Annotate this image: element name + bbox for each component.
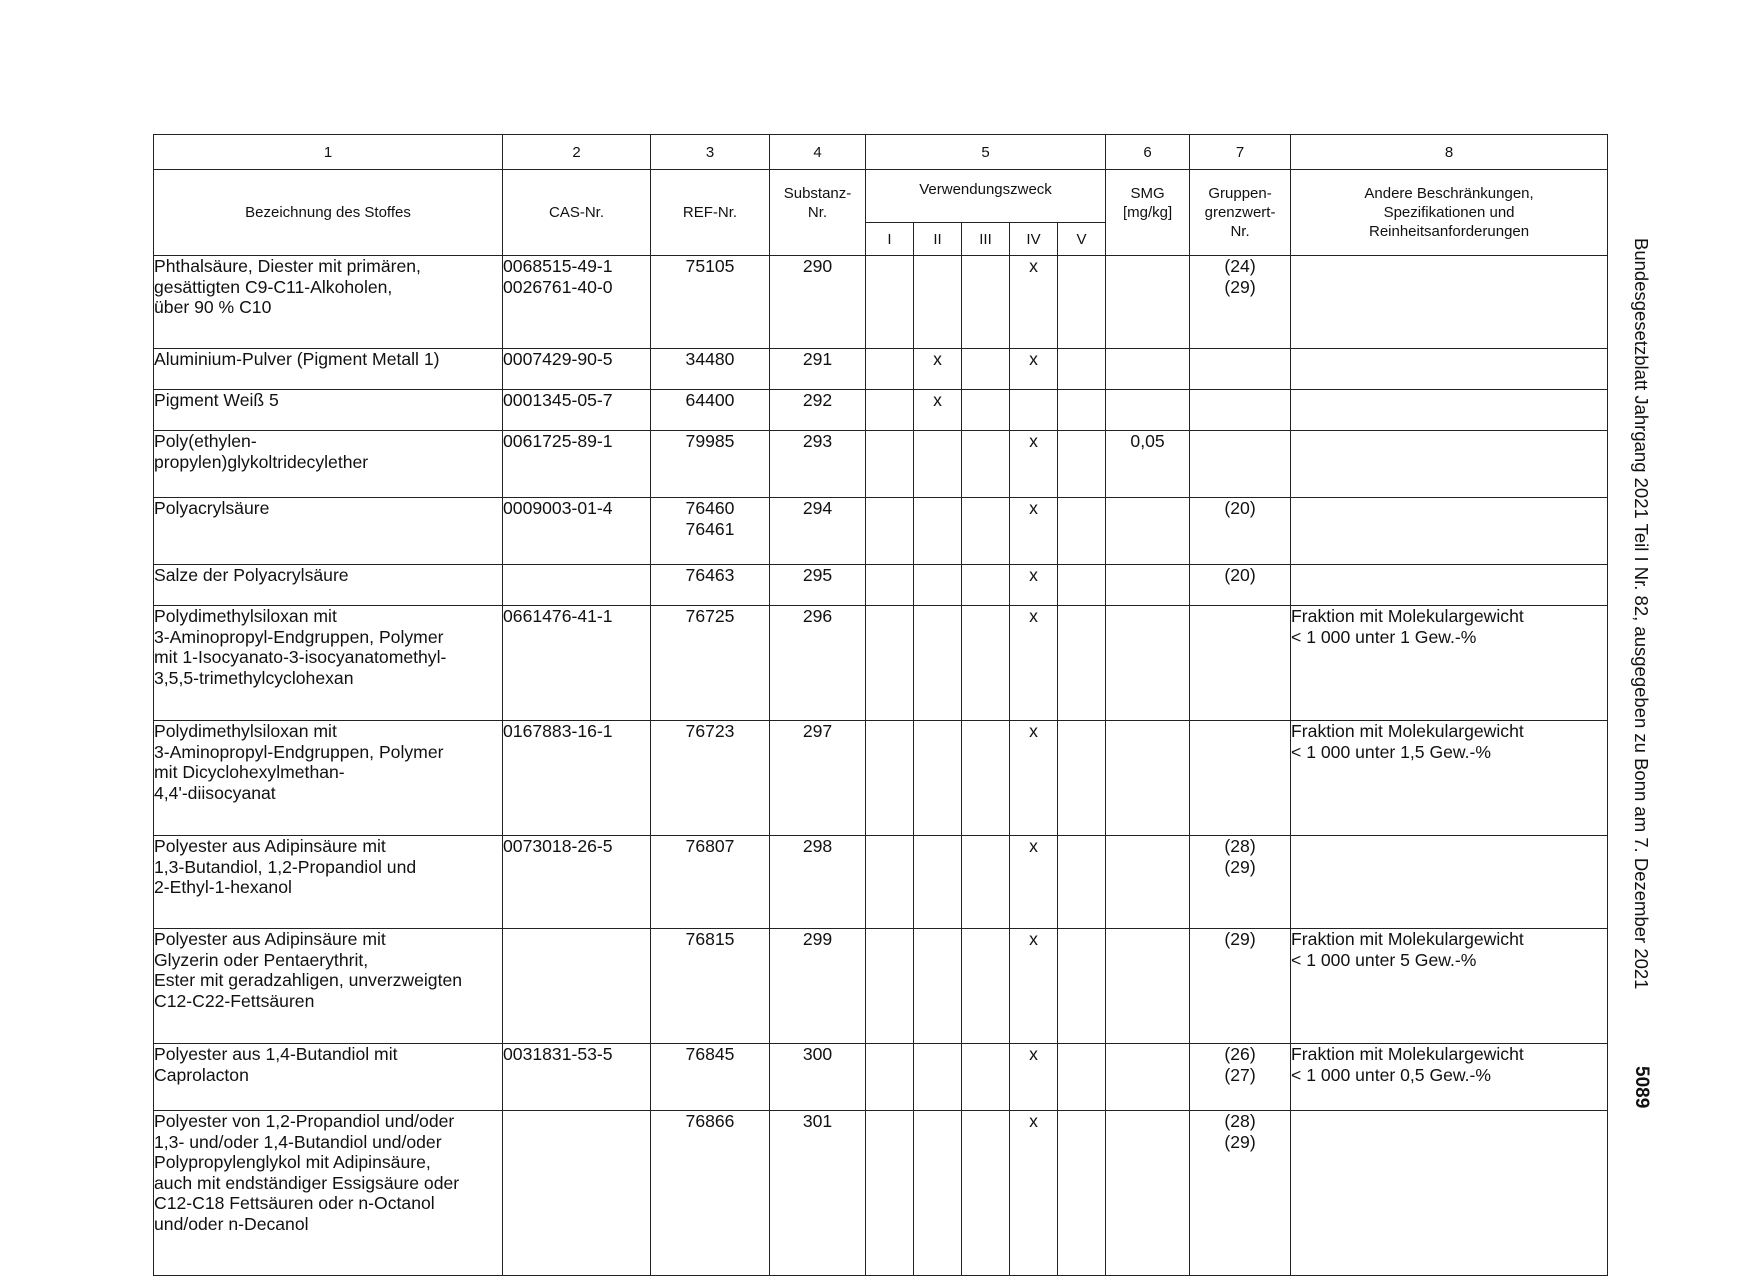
purpose-mark-cell [914, 498, 962, 565]
table-row [154, 431, 1608, 498]
other-restrictions-cell [1291, 1111, 1608, 1276]
substance-number-cell: 296 [770, 606, 866, 721]
other-restrictions-cell [1291, 836, 1608, 929]
cas-number-cell [503, 565, 651, 606]
purpose-mark-cell [866, 390, 914, 431]
substance-name-cell: Polyester aus Adipinsäure mit 1,3-Butandiol, 1,2-Propandiol und 2-Ethyl-1-hexanol [154, 836, 503, 929]
column-number: 4 [770, 135, 866, 170]
header-purpose: Verwendungszweck [866, 170, 1106, 223]
ref-number-cell: 79985 [651, 431, 770, 498]
smg-cell [1106, 565, 1190, 606]
purpose-mark-cell [914, 606, 962, 721]
header-purpose-iii: III [962, 223, 1010, 256]
table-row [154, 1044, 1608, 1111]
purpose-mark-cell [914, 565, 962, 606]
purpose-mark-cell [1058, 349, 1106, 390]
purpose-mark-cell [962, 256, 1010, 349]
cas-number-cell [503, 1111, 651, 1276]
substance-name-cell: Polyester von 1,2-Propandiol und/oder 1,3- und/oder 1,4-Butandiol und/oder Polypropylenglykol mit Adipinsäure, auch mit endständiger Essigsäure oder C12-C18 Fettsäuren oder n-Octanol und/oder n-Decanol [154, 1111, 503, 1276]
purpose-mark-cell [866, 431, 914, 498]
header-smg: SMG [mg/kg] [1106, 170, 1190, 256]
substance-table [153, 134, 1608, 1276]
purpose-mark-cell [866, 721, 914, 836]
page-number: 5089 [1631, 1066, 1652, 1109]
header-cas: CAS-Nr. [503, 170, 651, 256]
table-row [154, 498, 1608, 565]
column-header-row [154, 170, 1608, 223]
purpose-mark-cell [866, 256, 914, 349]
group-limit-cell [1190, 721, 1291, 836]
column-number: 6 [1106, 135, 1190, 170]
other-restrictions-cell [1291, 565, 1608, 606]
smg-cell [1106, 349, 1190, 390]
smg-cell [1106, 256, 1190, 349]
cas-number-cell: 0661476-41-1 [503, 606, 651, 721]
cas-number-cell: 0167883-16-1 [503, 721, 651, 836]
ref-number-cell: 76845 [651, 1044, 770, 1111]
substance-number-cell: 299 [770, 929, 866, 1044]
group-limit-cell: (20) [1190, 498, 1291, 565]
purpose-mark-cell [914, 256, 962, 349]
cas-number-cell: 0061725-89-1 [503, 431, 651, 498]
substance-name-cell: Polydimethylsiloxan mit 3-Aminopropyl-Endgruppen, Polymer mit 1-Isocyanato-3-isocyanatomethyl- 3,5,5-trimethylcyclohexan [154, 606, 503, 721]
purpose-mark-cell: x [1010, 606, 1058, 721]
table-row [154, 836, 1608, 929]
header-other-restrictions: Andere Beschränkungen, Spezifikationen und Reinheitsanforderungen [1291, 170, 1608, 256]
other-restrictions-cell [1291, 349, 1608, 390]
purpose-mark-cell: x [914, 349, 962, 390]
smg-cell [1106, 929, 1190, 1044]
substance-name-cell: Polyester aus 1,4-Butandiol mit Caprolacton [154, 1044, 503, 1111]
substance-number-cell: 295 [770, 565, 866, 606]
smg-cell [1106, 606, 1190, 721]
column-number: 1 [154, 135, 503, 170]
column-number: 7 [1190, 135, 1291, 170]
purpose-mark-cell: x [1010, 349, 1058, 390]
other-restrictions-cell: Fraktion mit Molekulargewicht < 1 000 unter 5 Gew.-% [1291, 929, 1608, 1044]
purpose-mark-cell: x [1010, 1044, 1058, 1111]
substance-name-cell: Aluminium-Pulver (Pigment Metall 1) [154, 349, 503, 390]
header-ref: REF-Nr. [651, 170, 770, 256]
ref-number-cell: 34480 [651, 349, 770, 390]
substance-number-cell: 298 [770, 836, 866, 929]
purpose-mark-cell: x [1010, 1111, 1058, 1276]
ref-number-cell: 76463 [651, 565, 770, 606]
purpose-mark-cell [1010, 390, 1058, 431]
substance-name-cell: Polyacrylsäure [154, 498, 503, 565]
purpose-mark-cell [962, 1044, 1010, 1111]
purpose-mark-cell [914, 1111, 962, 1276]
ref-number-cell: 76815 [651, 929, 770, 1044]
group-limit-cell: (29) [1190, 929, 1291, 1044]
purpose-mark-cell [1058, 498, 1106, 565]
other-restrictions-cell [1291, 431, 1608, 498]
header-purpose-ii: II [914, 223, 962, 256]
purpose-mark-cell [914, 1044, 962, 1111]
substance-number-cell: 292 [770, 390, 866, 431]
substance-name-cell: Poly(ethylen- propylen)glykoltridecylether [154, 431, 503, 498]
smg-cell [1106, 1044, 1190, 1111]
purpose-mark-cell [962, 606, 1010, 721]
substance-number-cell: 294 [770, 498, 866, 565]
purpose-mark-cell [1058, 721, 1106, 836]
smg-cell [1106, 1111, 1190, 1276]
substance-name-cell: Salze der Polyacrylsäure [154, 565, 503, 606]
group-limit-cell [1190, 349, 1291, 390]
purpose-mark-cell [962, 1111, 1010, 1276]
purpose-mark-cell [1058, 431, 1106, 498]
table-row [154, 606, 1608, 721]
purpose-mark-cell [914, 929, 962, 1044]
table-row [154, 390, 1608, 431]
purpose-mark-cell [1058, 929, 1106, 1044]
substance-name-cell: Polydimethylsiloxan mit 3-Aminopropyl-Endgruppen, Polymer mit Dicyclohexylmethan- 4,4'-diisocyanat [154, 721, 503, 836]
cas-number-cell: 0073018-26-5 [503, 836, 651, 929]
header-substance: Substanz- Nr. [770, 170, 866, 256]
purpose-mark-cell [1058, 390, 1106, 431]
other-restrictions-cell: Fraktion mit Molekulargewicht < 1 000 unter 0,5 Gew.-% [1291, 1044, 1608, 1111]
other-restrictions-cell [1291, 256, 1608, 349]
substance-number-cell: 290 [770, 256, 866, 349]
cas-number-cell: 0001345-05-7 [503, 390, 651, 431]
column-number: 2 [503, 135, 651, 170]
purpose-mark-cell [866, 565, 914, 606]
table-row [154, 349, 1608, 390]
ref-number-cell: 76723 [651, 721, 770, 836]
smg-cell [1106, 390, 1190, 431]
ref-number-cell: 76725 [651, 606, 770, 721]
gazette-side-title: Bundesgesetzblatt Jahrgang 2021 Teil I Nr. 82, ausgegeben zu Bonn am 7. Dezember 2021 [1631, 238, 1652, 990]
table-body [154, 256, 1608, 1276]
table-row [154, 1111, 1608, 1276]
purpose-mark-cell [1058, 256, 1106, 349]
cas-number-cell: 0009003-01-4 [503, 498, 651, 565]
purpose-mark-cell [962, 565, 1010, 606]
purpose-mark-cell [962, 498, 1010, 565]
purpose-mark-cell [1058, 606, 1106, 721]
table-row [154, 929, 1608, 1044]
substance-number-cell: 300 [770, 1044, 866, 1111]
substance-number-cell: 301 [770, 1111, 866, 1276]
other-restrictions-cell: Fraktion mit Molekulargewicht < 1 000 unter 1,5 Gew.-% [1291, 721, 1608, 836]
column-number: 3 [651, 135, 770, 170]
purpose-mark-cell [914, 431, 962, 498]
table-row [154, 721, 1608, 836]
ref-number-cell: 76866 [651, 1111, 770, 1276]
column-number-row [154, 135, 1608, 170]
purpose-mark-cell [866, 498, 914, 565]
purpose-mark-cell [914, 836, 962, 929]
purpose-mark-cell: x [914, 390, 962, 431]
purpose-mark-cell [962, 349, 1010, 390]
group-limit-cell: (20) [1190, 565, 1291, 606]
purpose-mark-cell [962, 390, 1010, 431]
group-limit-cell [1190, 606, 1291, 721]
substance-number-cell: 293 [770, 431, 866, 498]
substance-number-cell: 297 [770, 721, 866, 836]
purpose-mark-cell [866, 349, 914, 390]
purpose-mark-cell: x [1010, 565, 1058, 606]
smg-cell: 0,05 [1106, 431, 1190, 498]
purpose-mark-cell [962, 431, 1010, 498]
purpose-mark-cell [866, 1111, 914, 1276]
purpose-mark-cell [866, 836, 914, 929]
header-purpose-i: I [866, 223, 914, 256]
substance-name-cell: Polyester aus Adipinsäure mit Glyzerin oder Pentaerythrit, Ester mit geradzahligen, unverzweigten C12-C22-Fettsäuren [154, 929, 503, 1044]
purpose-mark-cell [1058, 1111, 1106, 1276]
purpose-mark-cell [1058, 565, 1106, 606]
purpose-mark-cell [866, 1044, 914, 1111]
smg-cell [1106, 498, 1190, 565]
other-restrictions-cell: Fraktion mit Molekulargewicht < 1 000 unter 1 Gew.-% [1291, 606, 1608, 721]
purpose-mark-cell: x [1010, 836, 1058, 929]
ref-number-cell: 76807 [651, 836, 770, 929]
column-number: 8 [1291, 135, 1608, 170]
cas-number-cell: 0007429-90-5 [503, 349, 651, 390]
substance-name-cell: Pigment Weiß 5 [154, 390, 503, 431]
purpose-mark-cell [914, 721, 962, 836]
purpose-mark-cell [866, 606, 914, 721]
purpose-mark-cell: x [1010, 498, 1058, 565]
cas-number-cell: 0068515-49-1 0026761-40-0 [503, 256, 651, 349]
column-number: 5 [866, 135, 1106, 170]
purpose-mark-cell: x [1010, 431, 1058, 498]
purpose-mark-cell [962, 929, 1010, 1044]
purpose-mark-cell: x [1010, 721, 1058, 836]
other-restrictions-cell [1291, 498, 1608, 565]
table-row [154, 565, 1608, 606]
purpose-mark-cell [1058, 836, 1106, 929]
other-restrictions-cell [1291, 390, 1608, 431]
group-limit-cell [1190, 390, 1291, 431]
smg-cell [1106, 836, 1190, 929]
group-limit-cell [1190, 431, 1291, 498]
purpose-mark-cell [962, 721, 1010, 836]
cas-number-cell [503, 929, 651, 1044]
purpose-mark-cell: x [1010, 929, 1058, 1044]
purpose-mark-cell [1058, 1044, 1106, 1111]
smg-cell [1106, 721, 1190, 836]
purpose-mark-cell [962, 836, 1010, 929]
table-row [154, 256, 1608, 349]
group-limit-cell: (24) (29) [1190, 256, 1291, 349]
header-name: Bezeichnung des Stoffes [154, 170, 503, 256]
ref-number-cell: 76460 76461 [651, 498, 770, 565]
ref-number-cell: 64400 [651, 390, 770, 431]
substance-number-cell: 291 [770, 349, 866, 390]
substance-name-cell: Phthalsäure, Diester mit primären, gesättigten C9-C11-Alkoholen, über 90 % C10 [154, 256, 503, 349]
group-limit-cell: (28) (29) [1190, 1111, 1291, 1276]
cas-number-cell: 0031831-53-5 [503, 1044, 651, 1111]
header-group-limit: Gruppen- grenzwert- Nr. [1190, 170, 1291, 256]
group-limit-cell: (28) (29) [1190, 836, 1291, 929]
group-limit-cell: (26) (27) [1190, 1044, 1291, 1111]
header-purpose-iv: IV [1010, 223, 1058, 256]
purpose-mark-cell: x [1010, 256, 1058, 349]
ref-number-cell: 75105 [651, 256, 770, 349]
header-purpose-v: V [1058, 223, 1106, 256]
purpose-mark-cell [866, 929, 914, 1044]
